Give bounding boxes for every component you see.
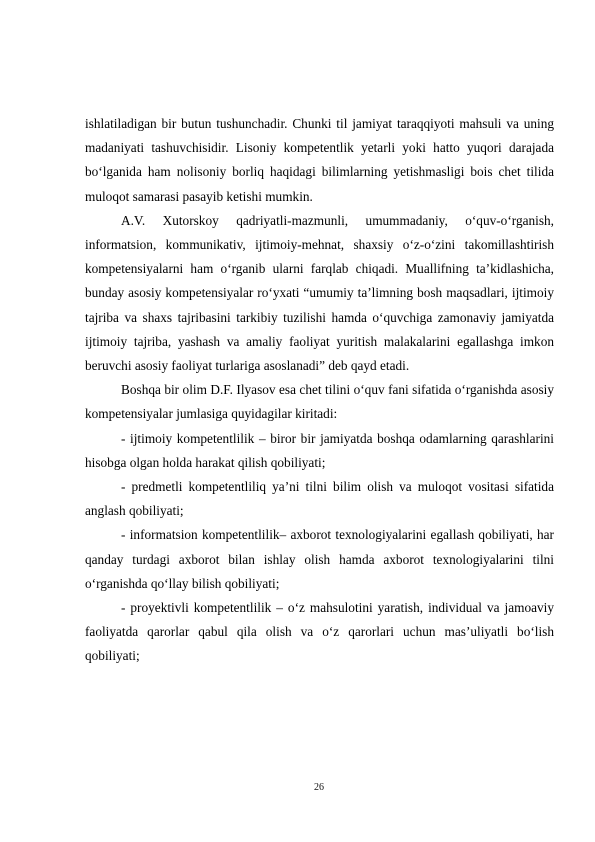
page-number: 26 bbox=[314, 782, 324, 793]
paragraph-continuation: ishlatiladigan bir butun tushunchadir. Chunki til jamiyat taraqqiyoti mahsuli va uning madaniyati tashuvchisidir. Lisoniy kompetentlik yetarli yoki hatto yuqori darajada bo‘lganida ham nolisoniy borliq haqidagi bilimlarning yetishmasligi bois chet tilida muloqot samarasi pasayib ketishi mumkin. bbox=[85, 116, 554, 204]
body-text bbox=[85, 112, 554, 669]
paragraph-ilyasov: Boshqa bir olim D.F. Ilyasov esa chet tilini o‘quv fani sifatida o‘rganishda asosiy kompetensiyalar jumlasiga quyidagilar kiritadi: bbox=[85, 382, 554, 422]
list-item-subject-competence: - predmetli kompetentliliq ya’ni tilni bilim olish va muloqot vositasi sifatida anglash qobiliyati; bbox=[85, 479, 554, 519]
list-item-social-competence: - ijtimoiy kompetentlilik – biror bir jamiyatda boshqa odamlarning qarashlarini hisobga olgan holda harakat qilish qobiliyati; bbox=[85, 430, 554, 470]
list-item-project-competence: - proyektivli kompetentlilik – o‘z mahsulotini yaratish, individual va jamoaviy faoliyatda qarorlar qabul qila olish va o‘z qarorlari uchun mas’uliyatli bo‘lish qobiliyati; bbox=[85, 600, 554, 664]
paragraph-xutorskoy: A.V. Xutorskoy qadriyatli-mazmunli, umummadaniy, o‘quv-o‘rganish, informatsion, kommunikativ, ijtimoiy-mehnat, shaxsiy o‘z-o‘zini takomillashtirish kompetensiyalarni ham o‘rganib ularni farqlab chiqadi. Muallifning ta’kidlashicha, bunday asosiy kompetensiyalar ro‘yxati “umumiy ta’limning bosh maqsadlari, ijtimoiy tajriba va shaxs tajribasini tarkibiy tuzilishi hamda o‘quvchiga zamonaviy jamiyatda ijtimoiy tajriba, yashash va amaliy faoliyat yuritish malakalarini egallashga imkon beruvchi asosiy faoliyat turlariga asoslanadi” deb qayd etadi. bbox=[85, 212, 554, 374]
list-item-information-competence: - informatsion kompetentlilik– axborot texnologiyalarini egallash qobiliyati, har qanday turdagi axborot bilan ishlay olish hamda axborot texnologiyalarini tilni o‘rganishda qo‘llay bilish qobiliyati; bbox=[85, 527, 554, 591]
